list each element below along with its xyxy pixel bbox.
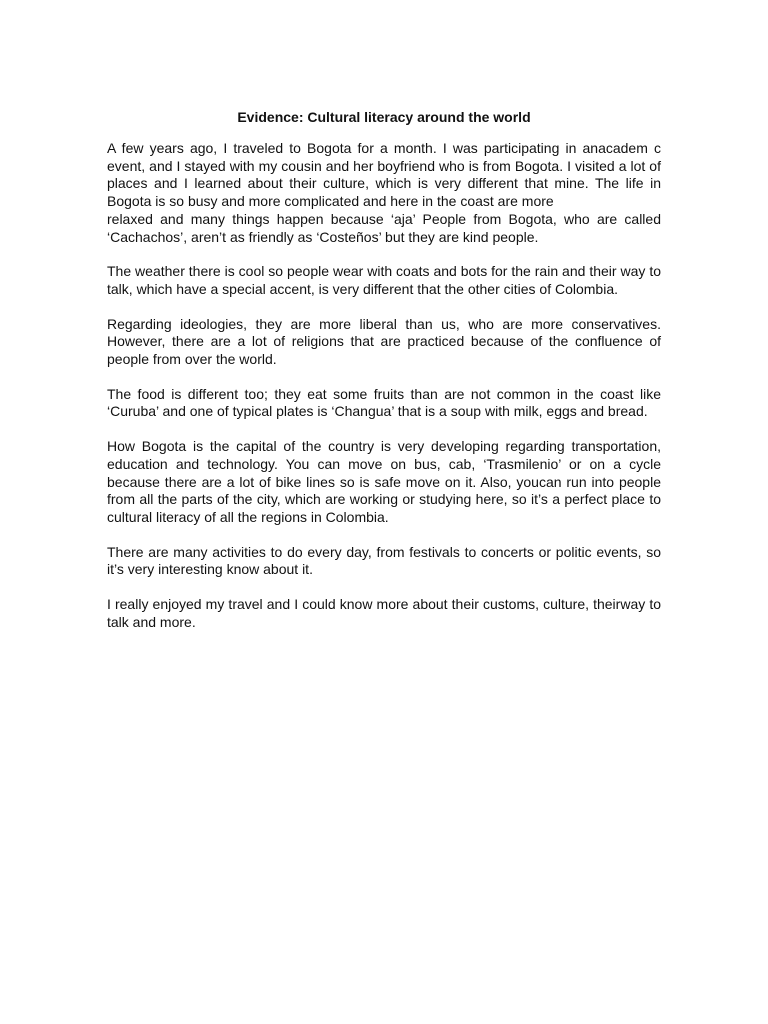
paragraph-ideologies: [107, 316, 661, 369]
paragraph-line: I really enjoyed my travel and I could know more about their customs, culture, theirway to talk and more.: [107, 596, 661, 630]
paragraph-line: How Bogota is the capital of the country is very developing regarding transportation, education and technology. You can move on bus, cab, ‘Trasmilenio’ or on a cycle because there are a lot of bike lines so is safe move on it. Also, youcan run into people from all the parts of the city, which are working or studying here, so it’s a perfect place to cultural literacy of all the regions in Colombia.: [107, 438, 661, 525]
paragraph-line: The food is different too; they eat some fruits than are not common in the coast like ‘Curuba’ and one of typical plates is ‘Changua’ that is a soup with milk, eggs and bread.: [107, 385, 661, 420]
paragraph-conclusion: [107, 596, 661, 631]
document-title: Evidence: Cultural literacy around the world: [237, 109, 531, 125]
paragraph-weather: [107, 263, 661, 298]
paragraph-line: relaxed and many things happen because ‘aja’ People from Bogota, who are called ‘Cachachos’, aren’t as friendly as ‘Costeños’ but they are kind people.: [107, 210, 661, 245]
paragraph-line: A few years ago, I traveled to Bogota for a month. I was participating in anacadem c event, and I stayed with my cousin and her boyfriend who is from Bogota. I visited a lot of places and I learned about their culture, which is very different that mine. The life in Bogota is so busy and more complicated and here in the coast are more: [107, 140, 661, 210]
paragraph-line: There are many activities to do every day, from festivals to concerts or politic events, so it’s very interesting know about it.: [107, 543, 661, 578]
paragraph-food: [107, 386, 661, 421]
paragraph-line: The weather there is cool so people wear with coats and bots for the rain and their way to talk, which have a special accent, is very different that the other cities of Colombia.: [107, 263, 661, 297]
paragraph-trip-intro: [107, 140, 661, 246]
paragraph-activities: [107, 544, 661, 579]
paragraph-line: Regarding ideologies, they are more liberal than us, who are more conservatives. However, there are a lot of religions that are practiced because of the confluence of people from over the world.: [107, 315, 661, 368]
paragraph-capital: [107, 438, 661, 527]
document-page: [107, 108, 661, 648]
